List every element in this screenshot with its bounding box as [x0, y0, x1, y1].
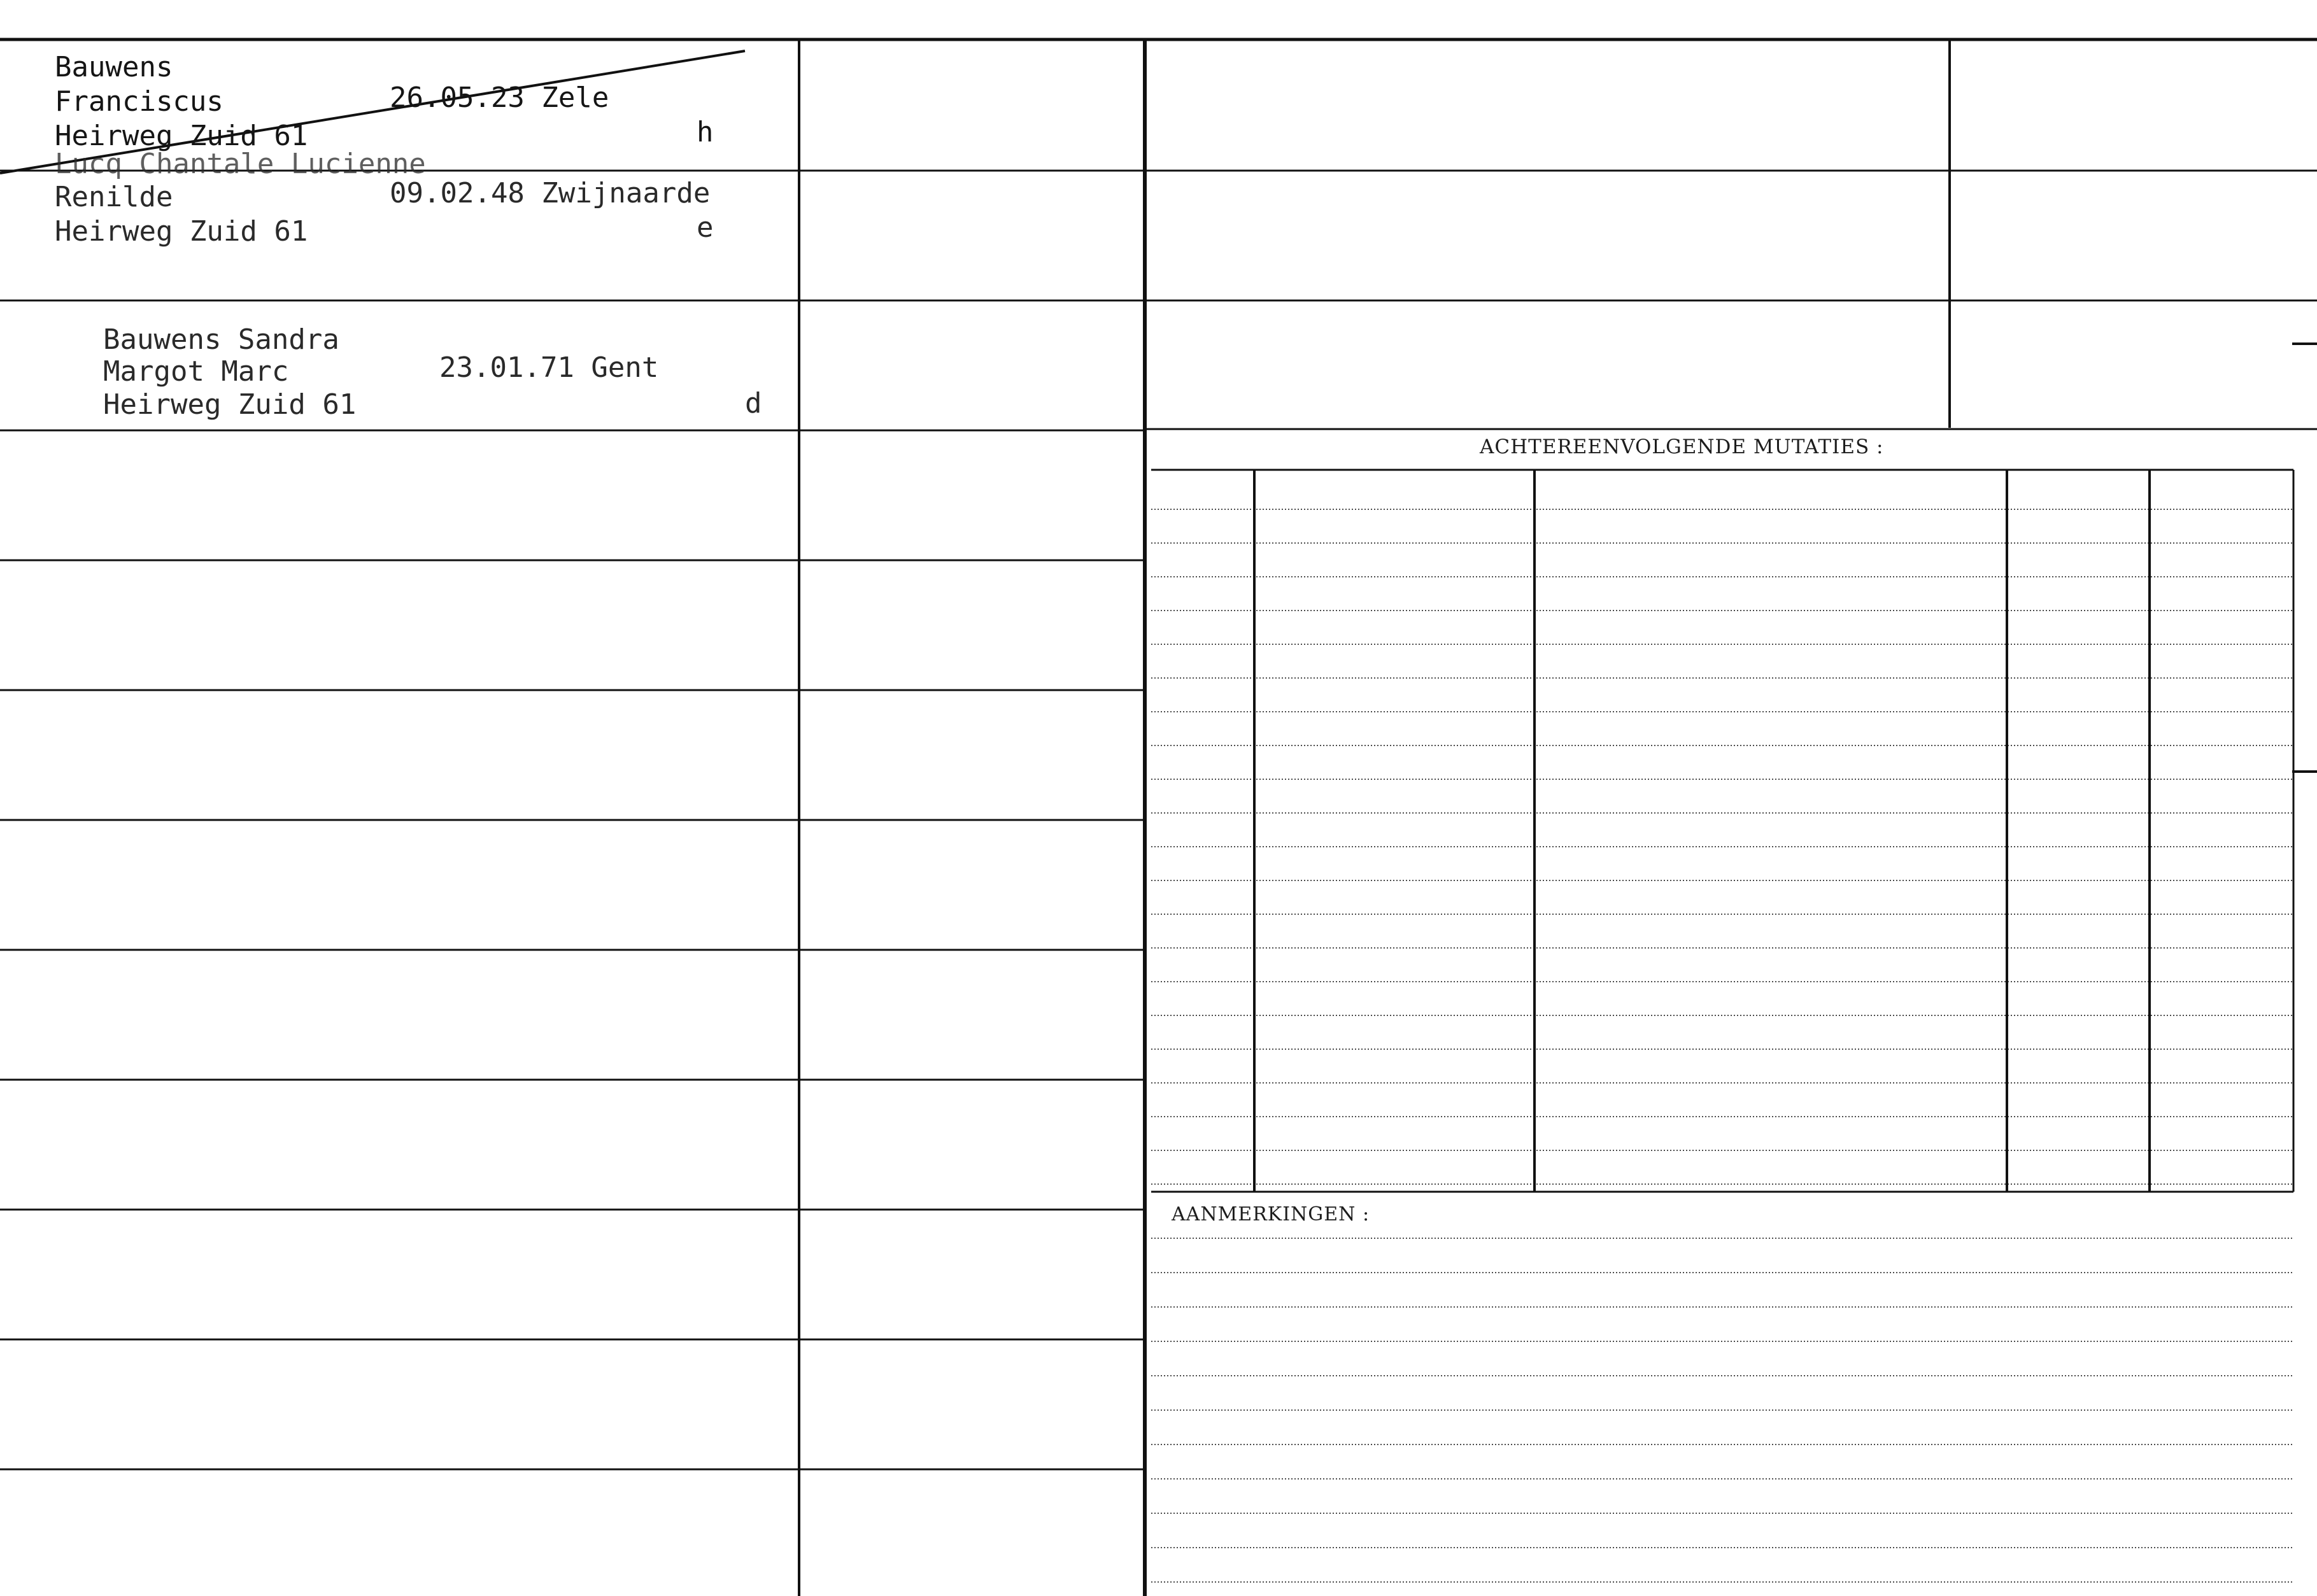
entry-3-address: Heirweg Zuid 61 [103, 388, 357, 421]
mutations-heading: ACHTEREENVOLGENDE MUTATIES : [1480, 435, 1884, 458]
entry-1-birth: 26.05.23 Zele [390, 81, 609, 114]
mutations-table [1151, 470, 2293, 1192]
remarks-heading: AANMERKINGEN : [1172, 1203, 1370, 1225]
entry-3-first-name: Margot Marc [103, 355, 289, 388]
entry-3-surname-line: Bauwens Sandra [103, 323, 339, 356]
row-lines [0, 171, 2317, 1469]
entry-2-first-name: Renilde [55, 181, 173, 213]
entry-1-address: Heirweg Zuid 61 [55, 120, 308, 152]
entry-3-code: d [745, 387, 762, 420]
entry-2-name-line: Lucq Chantale Lucienne [55, 148, 426, 180]
entry-2-code: e [697, 211, 714, 244]
remarks-lines [1151, 1238, 2293, 1582]
entry-1-surname: Bauwens [55, 51, 173, 83]
entry-3-birth: 23.01.71 Gent [439, 351, 659, 384]
entry-2-address: Heirweg Zuid 61 [55, 215, 308, 248]
entry-1-code: h [697, 116, 714, 148]
entry-1-first-name: Franciscus [55, 85, 223, 118]
entry-2-birth: 09.02.48 Zwijnaarde [390, 177, 711, 209]
